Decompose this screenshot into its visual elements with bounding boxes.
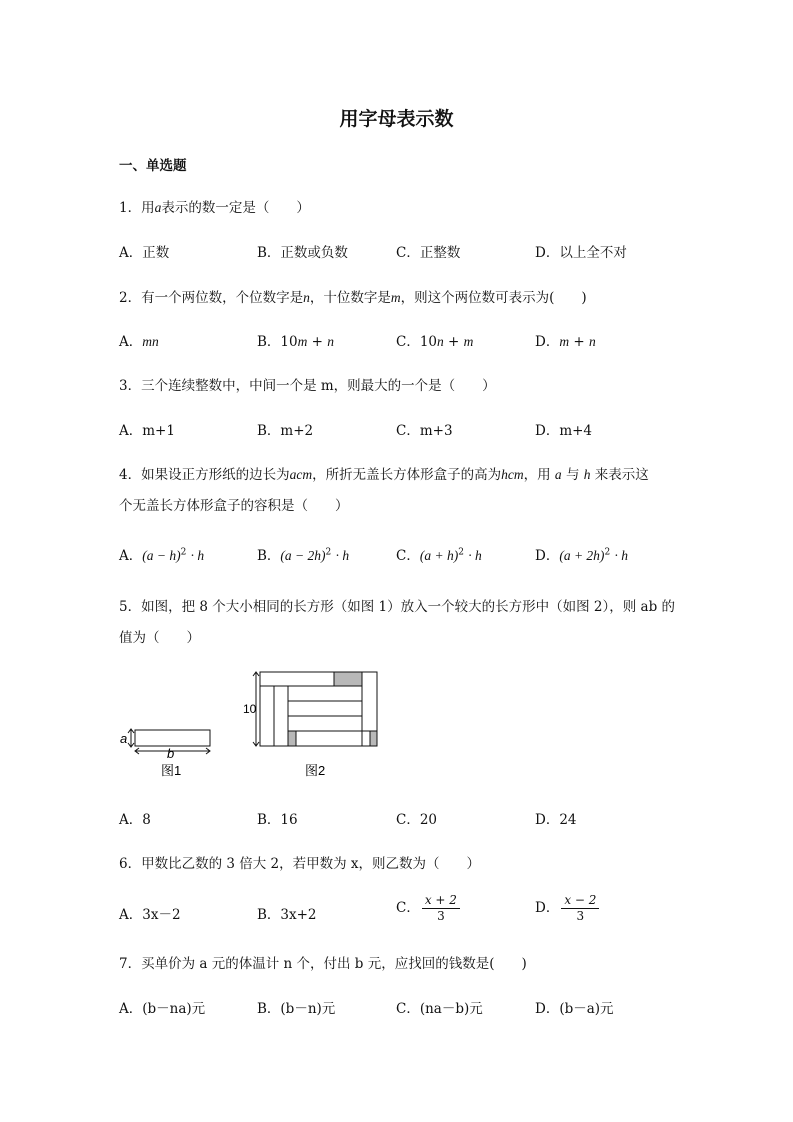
q3-option-d: D．m+4 bbox=[535, 423, 593, 439]
question-4-line-2: 个无盖长方体形盒子的容积是（ ） bbox=[119, 498, 349, 514]
q2-c-plus: + bbox=[443, 334, 464, 350]
q4-c-h: · h bbox=[468, 548, 482, 563]
q4-text-e: 来表示这 bbox=[594, 467, 649, 483]
q4-c-exp: 2 bbox=[458, 547, 464, 558]
q3-option-a: A．m+1 bbox=[119, 423, 175, 439]
q1-option-b: B．正数或负数 bbox=[257, 245, 348, 261]
question-1 bbox=[119, 196, 310, 216]
question-5-line-2: 值为（ ） bbox=[119, 630, 200, 646]
fig1-label-b: b bbox=[167, 746, 175, 761]
q4-d-expr: (a + 2h) bbox=[559, 548, 605, 563]
q5-option-a: A．8 bbox=[119, 812, 151, 828]
q4-b-exp: 2 bbox=[325, 547, 332, 558]
q6-c-label: C． bbox=[396, 900, 420, 916]
fig2-mid-strip-3 bbox=[288, 716, 362, 731]
q4-text-c: ，用 bbox=[523, 467, 551, 483]
q2-d-m: m bbox=[559, 334, 570, 349]
q4-d-exp: 2 bbox=[604, 547, 611, 558]
q4-var-h: h bbox=[583, 467, 591, 482]
q4-d-h: · h bbox=[614, 548, 628, 563]
q2-d-plus: + bbox=[569, 334, 589, 350]
q2-c-m: m bbox=[463, 334, 474, 349]
q4-option-a bbox=[119, 544, 204, 564]
q4-var-a: a bbox=[554, 467, 562, 482]
q2-var-m: m bbox=[390, 290, 401, 305]
fig2-gap-left bbox=[288, 731, 296, 746]
q4-b-label: B． bbox=[257, 548, 281, 564]
q7-option-d: D．(b－a)元 bbox=[535, 1001, 614, 1017]
q6-option-c bbox=[396, 893, 462, 924]
q4-text-a: 4．如果设正方形纸的边长为 bbox=[119, 467, 290, 483]
q6-option-a: A．3x－2 bbox=[119, 907, 181, 923]
q4-text-d: 与 bbox=[565, 467, 580, 483]
fig1-rectangle bbox=[135, 730, 210, 746]
rectangle-figure bbox=[117, 663, 387, 783]
q4-option-d bbox=[535, 544, 628, 564]
fig1-caption: 图1 bbox=[161, 763, 182, 778]
fig1-label-a: a bbox=[120, 731, 128, 746]
q1-option-c: C．正整数 bbox=[396, 245, 461, 261]
q1-var-a: a bbox=[154, 200, 162, 215]
fig2-label-10: 10 bbox=[243, 702, 257, 716]
q4-c-expr: (a + h) bbox=[419, 548, 459, 563]
q2-d-label: D． bbox=[535, 334, 560, 350]
q2-option-b bbox=[257, 330, 334, 350]
q2-d-n: n bbox=[588, 334, 596, 349]
q3-option-c: C．m+3 bbox=[396, 423, 453, 439]
fig2-bottom-strip bbox=[296, 731, 370, 746]
q2-a-label: A． bbox=[119, 334, 143, 350]
q2-text-c: ，则这个两位数可表示为( ) bbox=[400, 290, 587, 306]
q2-b-label: B．10 bbox=[257, 334, 298, 350]
q6-c-numerator: x + 2 bbox=[422, 893, 460, 909]
q4-var-hcm: hcm bbox=[501, 467, 524, 482]
q2-text-b: ，十位数字是 bbox=[309, 290, 391, 306]
q4-text-b: ，所折无盖长方体形盒子的高为 bbox=[312, 467, 502, 483]
question-2 bbox=[119, 286, 587, 306]
question-4-line-1 bbox=[119, 463, 649, 483]
q2-text-a: 2．有一个两位数，个位数字是 bbox=[119, 290, 304, 306]
q4-var-acm: acm bbox=[289, 467, 313, 482]
fig2-mid-strip-2 bbox=[288, 701, 362, 716]
q2-c-label: C．10 bbox=[396, 334, 438, 350]
q7-option-a: A．(b－na)元 bbox=[119, 1001, 206, 1017]
fig2-mid-strip-1 bbox=[288, 686, 362, 701]
q5-option-b: B．16 bbox=[257, 812, 298, 828]
q2-option-a bbox=[119, 330, 159, 350]
q1-option-d: D．以上全不对 bbox=[535, 245, 627, 261]
question-5-line-1: 5．如图，把 8 个大小相同的长方形（如图 1）放入一个较大的长方形中（如图 2），则 ab 的 bbox=[119, 599, 676, 615]
q4-d-label: D． bbox=[535, 548, 560, 564]
q2-option-c bbox=[396, 330, 473, 350]
q3-option-b: B．m+2 bbox=[257, 423, 314, 439]
fig2-gap-right bbox=[370, 731, 377, 746]
q4-a-h: · h bbox=[190, 548, 205, 563]
section-heading: 一、单选题 bbox=[119, 158, 187, 174]
q6-option-d bbox=[535, 893, 601, 924]
q6-d-label: D． bbox=[535, 900, 560, 916]
question-3: 3．三个连续整数中，中间一个是 m，则最大的一个是（ ） bbox=[119, 378, 496, 394]
question-7: 7．买单价为 a 元的体温计 n 个，付出 b 元，应找回的钱数是( ) bbox=[119, 956, 527, 972]
q2-option-d bbox=[535, 330, 596, 350]
q4-a-exp: 2 bbox=[180, 547, 187, 558]
q4-option-c bbox=[396, 544, 482, 564]
q4-b-expr: (a − 2h) bbox=[280, 548, 326, 563]
q2-b-plus: + bbox=[307, 334, 328, 350]
q6-d-fraction bbox=[561, 893, 599, 924]
q1-text-a: 1．用 bbox=[119, 200, 155, 216]
q6-d-denominator: 3 bbox=[576, 909, 585, 923]
q4-a-label: A． bbox=[119, 548, 143, 564]
q6-c-fraction bbox=[422, 893, 460, 924]
fig2-top-strip bbox=[260, 672, 334, 686]
q5-option-c: C．20 bbox=[396, 812, 438, 828]
q4-b-h: · h bbox=[335, 548, 350, 563]
q6-option-b: B．3x+2 bbox=[257, 907, 317, 923]
q7-option-c: C．(na－b)元 bbox=[396, 1001, 483, 1017]
q2-b-m: m bbox=[297, 334, 308, 349]
q4-option-b bbox=[257, 544, 349, 564]
q6-d-numerator: x − 2 bbox=[561, 893, 599, 909]
q2-b-n: n bbox=[327, 334, 335, 349]
q1-text-b: 表示的数一定是（ ） bbox=[161, 200, 310, 216]
fig2-left-strip-2 bbox=[274, 686, 288, 746]
page-title: 用字母表示数 bbox=[339, 108, 454, 130]
q7-option-b: B．(b－n)元 bbox=[257, 1001, 336, 1017]
fig2-left-strip-1 bbox=[260, 686, 274, 746]
q6-c-denominator: 3 bbox=[437, 909, 445, 923]
q2-var-n: n bbox=[303, 290, 310, 305]
q5-option-d: D．24 bbox=[535, 812, 577, 828]
question-6: 6．甲数比乙数的 3 倍大 2，若甲数为 x，则乙数为（ ） bbox=[119, 856, 481, 872]
q2-a-expr: mn bbox=[142, 334, 159, 349]
q1-option-a: A．正数 bbox=[119, 245, 170, 261]
q2-c-n: n bbox=[437, 334, 444, 349]
q4-a-expr: (a − h) bbox=[142, 548, 181, 563]
q4-c-label: C． bbox=[396, 548, 420, 564]
fig2-gap-top bbox=[334, 672, 362, 686]
fig2-caption: 图2 bbox=[305, 763, 326, 778]
